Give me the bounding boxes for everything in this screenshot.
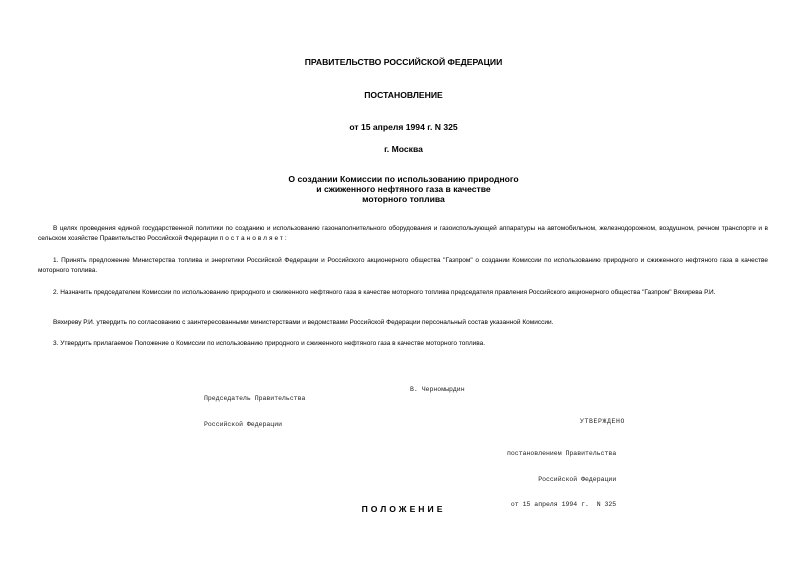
paragraph-2: 2. Назначить председателем Комиссии по использованию природного и сжиженного нефтяного газа в качестве моторного топлива председателя правления Российского акционерного общества "Газпром" Вяхирева Р.И. <box>53 289 716 296</box>
subject-title <box>0 174 807 204</box>
subject-line-1: О создании Комиссии по использованию природного <box>288 174 519 184</box>
signature-title <box>204 378 305 446</box>
approval-label: УТВЕРЖДЕНО <box>580 418 626 425</box>
subject-line-3: моторного топлива <box>362 194 445 204</box>
document-type-heading: ПОСТАНОВЛЕНИЕ <box>364 90 443 100</box>
subject-line-2: и сжиженного нефтяного газа в качестве <box>316 184 491 194</box>
approval-line-3: от 15 апреля 1994 г. N 325 <box>510 501 617 508</box>
signature-title-line-1: Председатель Правительства <box>204 395 306 402</box>
signature-title-line-2: Российской Федерации <box>204 420 283 428</box>
paragraph-1: 1. Принять предложение Министерства топлива и энергетики Российской Федерации и Российского акционерного общества "Газпром" о создании Комиссии по использованию природного и сжиженного нефтяного газа в качестве моторного топлива. <box>38 257 768 274</box>
approval-line-1: постановлением Правительства <box>507 450 617 457</box>
paragraph-2-continued: Вяхиреву Р.И. утвердить по согласованию с заинтересованными министерствами и ведомствами Российской Федерации персональный состав указанной Комиссии. <box>53 319 554 326</box>
preamble-paragraph <box>38 224 768 244</box>
date-number-line: от 15 апреля 1994 г. N 325 <box>349 122 458 132</box>
city-line: г. Москва <box>384 144 423 154</box>
approval-line-2: Российской Федерации <box>538 475 617 483</box>
signature-name: В. Черномырдин <box>410 386 465 393</box>
paragraph-3: 3. Утвердить прилагаемое Положение о Комиссии по использованию природного и сжиженного нефтяного газа в качестве моторного топлива. <box>53 340 486 347</box>
regulation-heading: ПОЛОЖЕНИЕ <box>361 504 446 514</box>
government-heading: ПРАВИТЕЛЬСТВО РОССИЙСКОЙ ФЕДЕРАЦИИ <box>304 57 503 67</box>
preamble-text: В целях проведения единой государственной политики по созданию и использованию газонаполнительного оборудования и газоиспользующей аппаратуры на автомобильном, железнодорожном, воздушном, речном транспорте и в сельском хозяйстве Правительство Российской Федерации <box>38 225 768 242</box>
resolves-word: постановляет: <box>219 235 289 242</box>
